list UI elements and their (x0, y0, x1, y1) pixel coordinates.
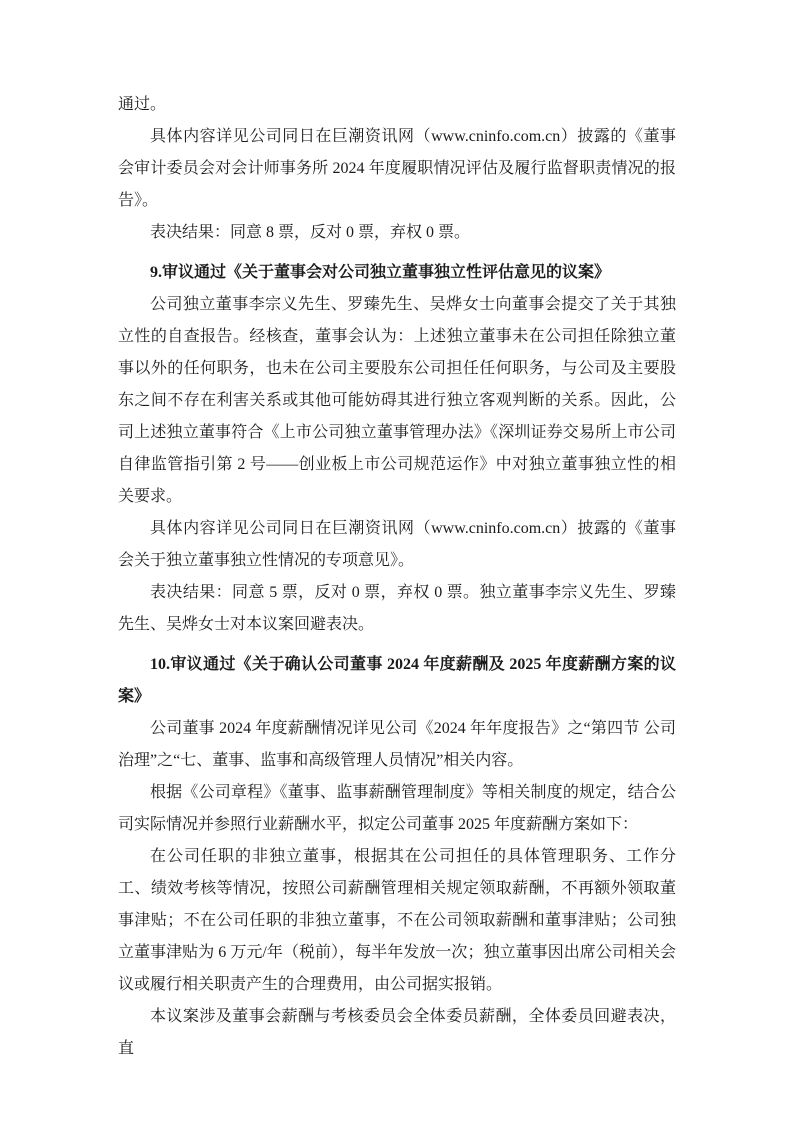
vote-result-item9: 表决结果：同意 5 票，反对 0 票，弃权 0 票。独立董事李宗义先生、罗臻先生、吴烨女士对本议案回避表决。 (118, 584, 676, 633)
paragraph-2025-plan-basis: 根据《公司章程》《董事、监事薪酬管理制度》等相关制度的规定，结合公司实际情况并参照行业薪酬水平，拟定公司董事 2025 年度薪酬方案如下： (118, 784, 676, 833)
vote-result-item8: 表决结果：同意 8 票，反对 0 票，弃权 0 票。 (150, 224, 471, 241)
heading-item-10: 10.审议通过《关于确认公司董事 2024 年度薪酬及 2025 年度薪酬方案的议案》 (118, 656, 676, 705)
paragraph-2024-remuneration-reference: 公司董事 2024 年度薪酬情况详见公司《2024 年年度报告》之“第四节 公司治理”之“七、董事、监事和高级管理人员情况”相关内容。 (118, 720, 676, 769)
paragraph-continuation: 通过。 (118, 96, 167, 113)
paragraph-independence-review: 公司独立董事李宗义先生、罗臻先生、吴烨女士向董事会提交了关于其独立性的自查报告。经核查，董事会认为：上述独立董事未在公司担任除独立董事以外的任何职务，也未在公司主要股东公司担任任何职务，与公司及主要股东之间不存在利害关系或其他可能妨碍其进行独立客观判断的关系。因此，公司上述独立董事符合《上市公司独立董事管理办法》《深圳证券交易所上市公司自律监管指引第 2 号——创业板上市公司规范运作》中对独立董事独立性的相关要求。 (118, 296, 676, 505)
heading-item-9: 9.审议通过《关于董事会对公司独立董事独立性评估意见的议案》 (150, 264, 611, 281)
paragraph-recusal-item10: 本议案涉及董事会薪酬与考核委员会全体委员薪酬，全体委员回避表决，直 (118, 1008, 676, 1057)
paragraph-disclosure-item9: 具体内容详见公司同日在巨潮资讯网（www.cninfo.com.cn）披露的《董事会关于独立董事独立性情况的专项意见》。 (118, 520, 676, 569)
document-body (118, 89, 676, 1065)
paragraph-disclosure-item8: 具体内容详见公司同日在巨潮资讯网（www.cninfo.com.cn）披露的《董事会审计委员会对会计师事务所 2024 年度履职情况评估及履行监督职责情况的报告》。 (118, 128, 676, 209)
paragraph-2025-plan-details: 在公司任职的非独立董事，根据其在公司担任的具体管理职务、工作分工、绩效考核等情况，按照公司薪酬管理相关规定领取薪酬，不再额外领取董事津贴；不在公司任职的非独立董事，不在公司领取薪酬和董事津贴；公司独立董事津贴为 6 万元/年（税前），每半年发放一次；独立董事因出席公司相关会议或履行相关职责产生的合理费用，由公司据实报销。 (118, 848, 676, 993)
